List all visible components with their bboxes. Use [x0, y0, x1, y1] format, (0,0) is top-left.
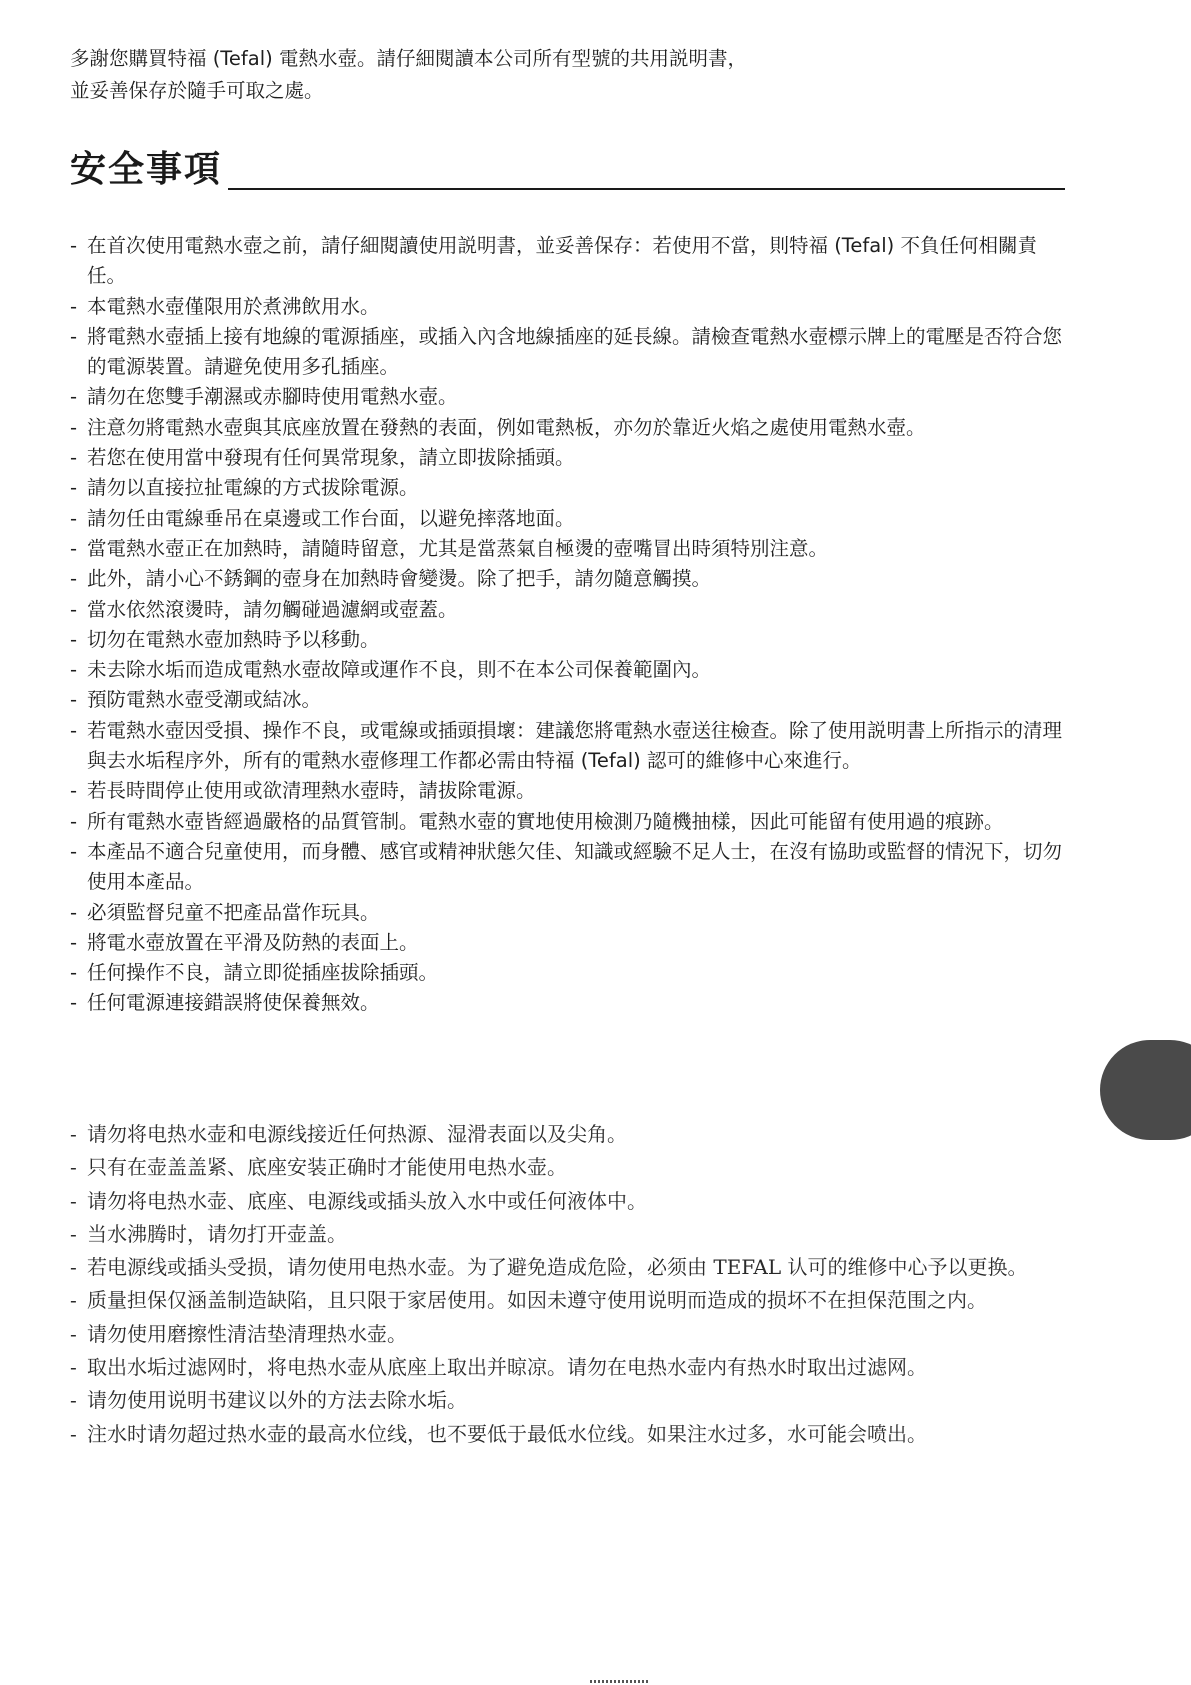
- safety-item: [70, 1418, 1030, 1451]
- safety-item: [70, 1218, 1030, 1251]
- safety-item: [70, 504, 1070, 534]
- safety-item-text: 若長時間停止使用或欲清理熱水壺時，請拔除電源。: [87, 779, 536, 803]
- safety-item-text: 若电源线或插头受损，请勿使用电热水壶。为了避免造成危险，必须由 TEFAL 认可的维修中心予以更换。: [87, 1255, 1028, 1280]
- bullet-dash: -: [70, 324, 78, 348]
- bullet-dash: -: [70, 1388, 77, 1413]
- safety-item-text: 本電熱水壺僅限用於煮沸飲用水。: [87, 294, 380, 318]
- safety-item: [70, 716, 1070, 777]
- bullet-dash: -: [70, 415, 78, 439]
- safety-item: [70, 807, 1070, 837]
- section-heading-row: [70, 145, 1065, 195]
- bullet-dash: -: [70, 476, 78, 500]
- safety-item-text: 若電熱水壺因受損、操作不良，或電線或插頭損壞：建議您將電熱水壺送往檢查。除了使用説明書上所指示的清理與去水垢程序外，所有的電熱水壺修理工作都必需由特福 (Tefal) 認可的維修中心來進行。: [87, 718, 1063, 773]
- safety-item: [70, 1251, 1030, 1284]
- safety-item-text: 未去除水垢而造成電熱水壺故障或運作不良，則不在本公司保養範圍內。: [87, 658, 712, 682]
- safety-item: [70, 1318, 1030, 1351]
- bullet-dash: -: [70, 718, 78, 742]
- safety-item-text: 將電熱水壺插上接有地線的電源插座，或插入內含地線插座的延長線。請檢查電熱水壺標示牌上的電壓是否符合您的電源裝置。請避免使用多孔插座。: [87, 324, 1063, 379]
- safety-item: [70, 837, 1070, 898]
- safety-item-text: 請勿以直接拉扯電線的方式拔除電源。: [87, 476, 419, 500]
- bullet-dash: -: [70, 1122, 77, 1146]
- bullet-dash: -: [70, 991, 78, 1015]
- safety-item-text: 預防電熱水壺受潮或結冰。: [87, 688, 322, 712]
- bullet-dash: -: [70, 506, 78, 530]
- bullet-dash: -: [70, 839, 78, 863]
- safety-item-text: 當電熱水壺正在加熱時，請隨時留意，尤其是當蒸氣自極燙的壺嘴冒出時須特別注意。: [87, 536, 829, 560]
- safety-item-text: 质量担保仅涵盖制造缺陷，且只限于家居使用。如因未遵守使用说明而造成的损坏不在担保范围之内。: [87, 1288, 987, 1313]
- safety-item: [70, 625, 1070, 655]
- safety-item: [70, 958, 1070, 988]
- intro-line-2: 並妥善保存於隨手可取之處。: [70, 79, 324, 102]
- bullet-dash: -: [70, 809, 78, 833]
- safety-item-text: 必須監督兒童不把產品當作玩具。: [87, 900, 380, 924]
- bullet-dash: -: [70, 446, 78, 470]
- safety-item: [70, 1185, 1030, 1218]
- bullet-dash: -: [70, 234, 78, 257]
- safety-item-text: 在首次使用電熱水壺之前，請仔細閱讀使用説明書，並妥善保存：若使用不當，則特福 (Tefal) 不負任何相關責任。: [87, 234, 1037, 288]
- safety-item-text: 注意勿將電熱水壺與其底座放置在發熱的表面，例如電熱板，亦勿於靠近火焰之處使用電熱水壺。: [87, 415, 926, 439]
- safety-item: [70, 1118, 1030, 1151]
- bullet-dash: -: [70, 1355, 77, 1380]
- bullet-dash: -: [70, 597, 78, 621]
- safety-item: [70, 776, 1070, 806]
- safety-item: [70, 322, 1070, 383]
- safety-item: [70, 413, 1070, 443]
- intro-paragraph: [70, 43, 1070, 107]
- safety-item-text: 此外，請小心不銹鋼的壺身在加熱時會變燙。除了把手，請勿隨意觸摸。: [87, 567, 712, 591]
- section-tab-marker: [1100, 1040, 1191, 1140]
- bullet-dash: -: [70, 1288, 77, 1313]
- safety-item-text: 所有電熱水壺皆經過嚴格的品質管制。電熱水壺的實地使用檢測乃隨機抽樣，因此可能留有使用過的痕跡。: [87, 809, 1004, 833]
- intro-line-1: 多謝您購買特福 (Tefal) 電熱水壺。請仔細閱讀本公司所有型號的共用説明書，: [70, 47, 747, 70]
- safety-item-text: 任何操作不良，請立即從插座拔除插頭。: [87, 961, 439, 985]
- safety-item-text: 请勿将电热水壶和电源线接近任何热源、湿滑表面以及尖角。: [87, 1122, 627, 1146]
- bullet-dash: -: [70, 1155, 77, 1180]
- bullet-dash: -: [70, 567, 78, 591]
- safety-item-text: 请勿将电热水壶、底座、电源线或插头放入水中或任何液体中。: [87, 1188, 647, 1213]
- simplified-chinese-safety-list: [70, 1118, 1030, 1451]
- bullet-dash: -: [70, 385, 78, 409]
- bullet-dash: -: [70, 900, 78, 924]
- safety-item: [70, 685, 1070, 715]
- safety-item: [70, 443, 1070, 473]
- safety-item: [70, 898, 1070, 928]
- safety-item-text: 只有在壶盖盖紧、底座安装正确时才能使用电热水壶。: [87, 1155, 567, 1180]
- safety-item: [70, 1151, 1030, 1184]
- safety-item-text: 將電水壺放置在平滑及防熱的表面上。: [87, 930, 419, 954]
- safety-item-text: 请勿使用磨擦性清洁垫清理热水壶。: [87, 1321, 407, 1346]
- bullet-dash: -: [70, 779, 78, 803]
- bullet-dash: -: [70, 961, 78, 985]
- page-bottom-mark: [590, 1680, 650, 1683]
- safety-item: [70, 595, 1070, 625]
- safety-item-text: 當水依然滾燙時，請勿觸碰過濾網或壺蓋。: [87, 597, 458, 621]
- bullet-dash: -: [70, 1221, 77, 1246]
- safety-item-text: 本產品不適合兒童使用，而身體、感官或精神狀態欠佳、知識或經驗不足人士，在沒有協助或監督的情況下，切勿使用本產品。: [87, 839, 1063, 894]
- safety-item-text: 注水时请勿超过热水壶的最高水位线，也不要低于最低水位线。如果注水过多，水可能会喷出。: [87, 1421, 927, 1446]
- safety-item-text: 切勿在電熱水壺加熱時予以移動。: [87, 627, 380, 651]
- safety-item: [70, 655, 1070, 685]
- safety-item-text: 請勿在您雙手潮濕或赤腳時使用電熱水壺。: [87, 385, 458, 409]
- bullet-dash: -: [70, 1321, 77, 1346]
- safety-item: [70, 534, 1070, 564]
- bullet-dash: -: [70, 688, 78, 712]
- bullet-dash: -: [70, 1255, 77, 1280]
- safety-item-text: 任何電源連接錯誤將使保養無效。: [87, 991, 380, 1015]
- safety-item-text: 请勿使用说明书建议以外的方法去除水垢。: [87, 1388, 467, 1413]
- safety-item: [70, 292, 1070, 322]
- safety-item: [70, 473, 1070, 503]
- heading-underline: [228, 188, 1065, 190]
- safety-item-text: 当水沸腾时，请勿打开壶盖。: [87, 1221, 347, 1246]
- safety-item-text: 請勿任由電線垂吊在桌邊或工作台面，以避免摔落地面。: [87, 506, 575, 530]
- safety-item-text: 取出水垢过滤网时，将电热水壶从底座上取出并晾凉。请勿在电热水壶内有热水时取出过滤网。: [87, 1355, 927, 1380]
- safety-item-text: 若您在使用當中發現有任何異常現象，請立即拔除插頭。: [87, 446, 575, 470]
- bullet-dash: -: [70, 658, 78, 682]
- safety-item: [70, 231, 1070, 292]
- bullet-dash: -: [70, 627, 78, 651]
- safety-item: [70, 1351, 1030, 1384]
- bullet-dash: -: [70, 294, 78, 318]
- traditional-chinese-safety-list: [70, 231, 1070, 1019]
- safety-item: [70, 1384, 1030, 1417]
- safety-item: [70, 928, 1070, 958]
- safety-item: [70, 382, 1070, 412]
- safety-item: [70, 1284, 1030, 1317]
- section-heading: 安全事項: [70, 149, 223, 190]
- bullet-dash: -: [70, 1421, 77, 1446]
- safety-item: [70, 988, 1070, 1018]
- safety-item: [70, 564, 1070, 594]
- bullet-dash: -: [70, 930, 78, 954]
- bullet-dash: -: [70, 536, 78, 560]
- bullet-dash: -: [70, 1188, 77, 1213]
